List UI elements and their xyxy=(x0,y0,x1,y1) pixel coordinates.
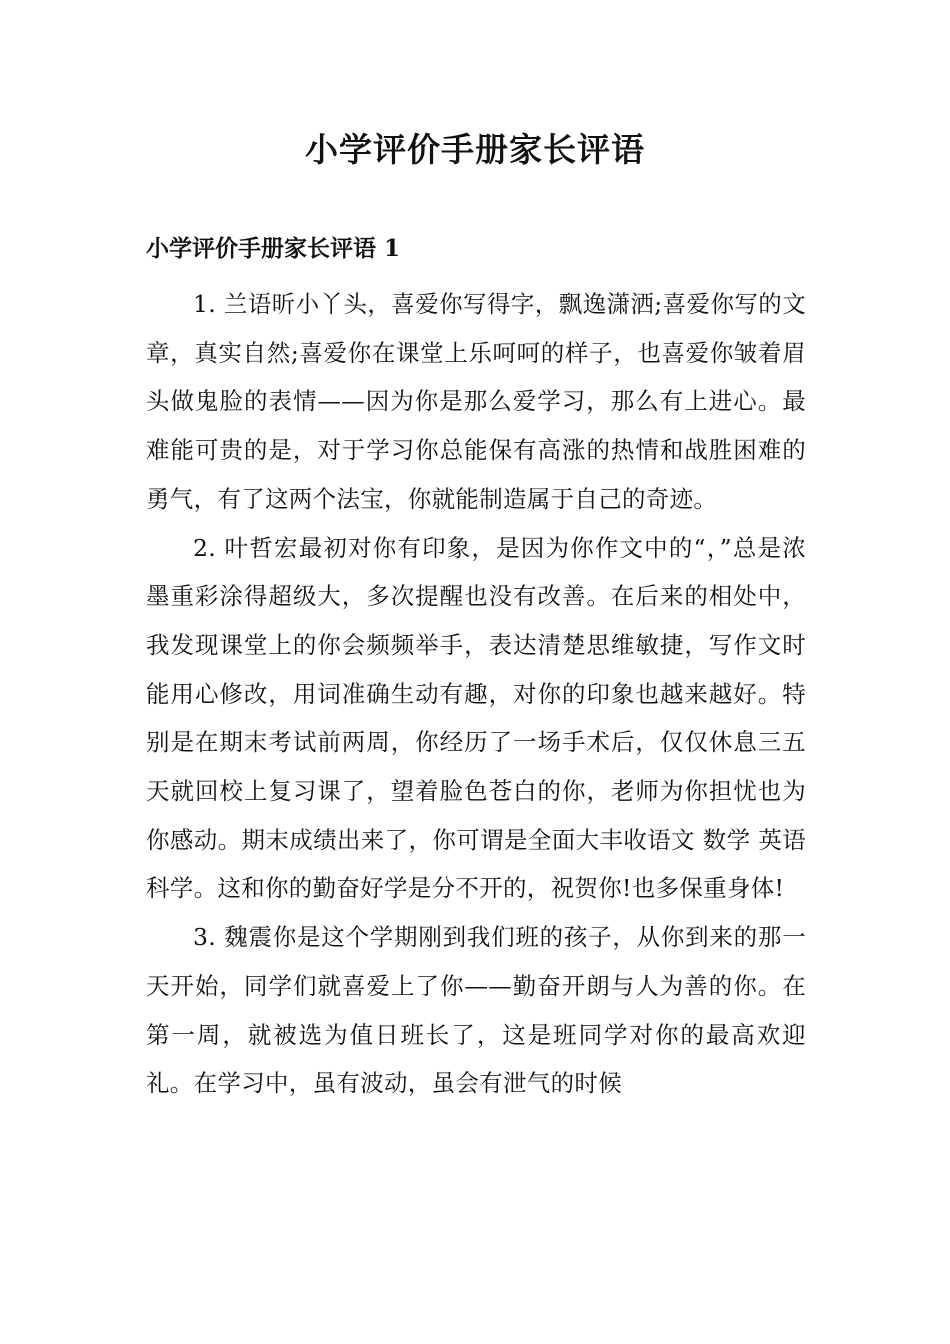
comment-paragraph-3: 3. 魏震你是这个学期刚到我们班的孩子，从你到来的那一天开始，同学们就喜爱上了你——勤奋开朗与人为善的你。在第一周，就被选为值日班长了，这是班同学对你的最高欢迎礼。在学习中，虽有波动，虽会有泄气的时候 xyxy=(146,923,806,1098)
document-title: 小学评价手册家长评语 xyxy=(305,130,645,169)
section-heading: 小学评价手册家长评语 1 xyxy=(146,235,401,262)
comment-paragraph-2: 2. 叶哲宏最初对你有印象，是因为你作文中的“，”总是浓墨重彩涂得超级大，多次提醒也没有改善。在后来的相处中，我发现课堂上的你会频频举手，表达清楚思维敏捷，写作文时能用心修改，用词准确生动有趣，对你的印象也越来越好。特别是在期末考试前两周，你经历了一场手术后，仅仅休息三五天就回校上复习课了，望着脸色苍白的你，老师为你担忧也为你感动。期末成绩出来了，你可谓是全面大丰收语文 数学 英语科学。这和你的勤奋好学是分不开的，祝贺你!也多保重身体! xyxy=(146,533,806,903)
document-body xyxy=(146,280,806,1108)
comment-paragraph-1: 1. 兰语昕小丫头，喜爱你写得字，飘逸潇洒;喜爱你写的文章，真实自然;喜爱你在课堂上乐呵呵的样子，也喜爱你皱着眉头做鬼脸的表情——因为你是那么爱学习，那么有上进心。最难能可贵的是，对于学习你总能保有高涨的热情和战胜困难的勇气，有了这两个法宝，你就能制造属于自己的奇迹。 xyxy=(146,290,806,513)
